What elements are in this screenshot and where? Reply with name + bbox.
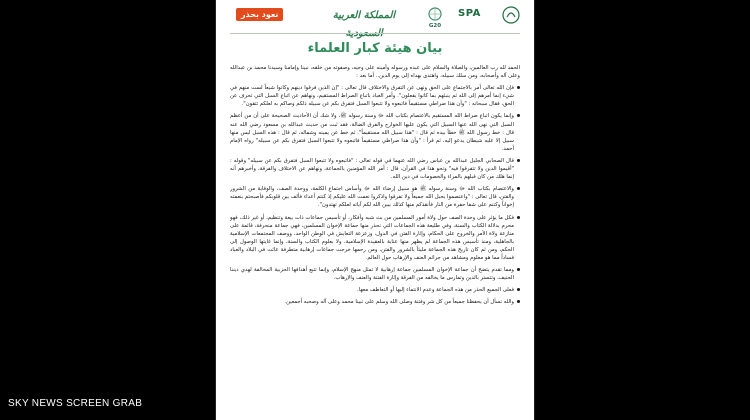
campaign-badge: نعود بحذر bbox=[236, 8, 283, 21]
document-body bbox=[230, 64, 520, 420]
spa-label: SPA bbox=[458, 8, 481, 19]
document-header bbox=[216, 0, 534, 34]
body-paragraph: وإنما يكون اتباع صراط الله المستقيم بالاعتصام بكتاب الله ﷻ وسنة رسوله ﷺ، ولا شك أن الأحاديث الصحيحة على أن من أعظم السبل التي نهى الله عنها السبيل التي يكون عليها الخوارج والفرق الضالة، فقد ثبت من حديث عبدالله بن مسعود رضي الله عنه قال : خط رسول الله ﷺ خطاً بيده ثم قال : "هذا سبيل الله مستقيماً". ثم خط عن يمينه وشماله، ثم قال : هذه السبل ليس منها سبيل إلا عليه شيطان يدعو إليه، ثم قرأ : "وأن هذا صراطي مستقيماً فاتبعوه ولا تتبعوا السبل فتفرق بكم عن سبيله" رواه الإمام أحمد. bbox=[230, 112, 520, 152]
intro-paragraph: الحمد لله رب العالمين، والصلاة والسلام على عبده ورسوله وأمينه على وحيه، وصفوته من خلقه، نبينا وإمامنا وسيدنا محمد بن عبدالله وعلى آله وأصحابه، ومن سلك سبيله، واهتدى بهداه إلى يوم الدين.. أما بعد : bbox=[230, 65, 520, 80]
source-watermark: SKY NEWS SCREEN GRAB bbox=[8, 398, 143, 409]
closing-paragraph: والله نسأل أن يحفظنا جميعاً من كل شر وفتنة وصلى الله وسلم على نبينا محمد وعلى آله وصحبه أجمعين. bbox=[230, 298, 520, 306]
spa-logo bbox=[458, 6, 522, 28]
document-title: بيان هيئة كبار العلماء bbox=[307, 41, 443, 56]
body-paragraph: والاعتصام بكتاب الله ﷻ وسنة رسوله ﷺ هو سبيل إرضاء الله ﷻ وأساس اجتماع الكلمة، ووحدة الصف، والوقاية من الشرور والفتن، قال تعالى : "واعتصموا بحبل الله جميعاً ولا تفرقوا واذكروا نعمت الله عليكم إذ كنتم أعداء فألف بين قلوبكم فأصبحتم بنعمته إخواناً وكنتم على شفا حفرة من النار فأنقذكم منها كذلك يبين الله لكم آياته لعلكم تهتدون". bbox=[230, 185, 520, 209]
body-paragraph: ومما تقدم يتضح أن جماعة الإخوان المسلمين جماعة إرهابية لا تمثل منهج الإسلام، وإنما تتبع أهدافها الحزبية المخالفة لهدي ديننا الحنيف، وتتستر بالدين وتمارس ما يخالفه من الفرقة وإثارة الفتنة والعنف والإرهاب. bbox=[230, 266, 520, 282]
g20-label: G20 bbox=[428, 23, 442, 28]
body-paragraph: قال الصحابي الجليل عبدالله بن عباس رضي الله عنهما في قوله تعالى : "فاتبعوه ولا تتبعوا السبل فتفرق بكم عن سبيله" وقوله : "أقيموا الدين ولا تتفرقوا فيه" ونحو هذا في القرآن، قال : أمر الله المؤمنين بالجماعة، ونهاهم عن الاختلاف والفرقة، وأخبرهم أنه إنما هلك من كان قبلهم بالمراء والخصومات في دين الله. bbox=[230, 157, 520, 181]
body-paragraph: فإن الله تعالى أمر بالاجتماع على الحق ونهى عن التفرق والاختلاف قال تعالى : "إن الذين فرقوا دينهم وكانوا شيعاً لست منهم في شيء إنما أمرهم إلى الله ثم ينبئهم بما كانوا يفعلون". وأمر العباد باتباع الصراط المستقيم، ونهاهم عن اتباع السبل التي تحرف عن الحق، فقال سبحانه : "وأن هذا صراطي مستقيماً فاتبعوه ولا تتبعوا السبل فتفرق بكم عن سبيله ذلكم وصاكم به لعلكم تتقون". bbox=[230, 84, 520, 108]
body-paragraph: فعلى الجميع الحذر من هذه الجماعة وعدم الانتماء إليها أو التعاطف معها. bbox=[230, 286, 520, 294]
kingdom-calligraphy-logo: المملكة العربية bbox=[332, 10, 396, 21]
header-divider bbox=[230, 33, 520, 34]
statement-document bbox=[216, 0, 534, 420]
g20-logo-icon bbox=[424, 6, 446, 28]
body-paragraph: فكل ما يؤثر على وحدة الصف حول ولاة أمور المسلمين من بث شبه وأفكار، أو تأسيس جماعات ذات بيعة وتنظيم، أو غير ذلك، فهو محرم بدلالة الكتاب والسنة، وفي طليعة هذه الجماعات التي نحذر منها جماعة الإخوان المسلمين، فهي جماعة منحرفة، قائمة على منازعة ولاة الأمر والخروج على الحكام، وإثارة الفتن في الدول، وزعزعة التعايش في الوطن الواحد، ووصف المجتمعات الإسلامية بالجاهلية، ومنذ تأسيس هذه الجماعة لم يظهر منها عناية بالعقيدة الإسلامية، ولا بعلوم الكتاب والسنة، وإنما غايتها الوصول إلى الحكم، ومن ثم كان تاريخ هذه الجماعة مليئاً بالشرور والفتن، ومن رحمها خرجت جماعات إرهابية متطرفة عاثت في البلاد والعباد فساداً مما هو معلوم ومشاهد من جرائم العنف والإرهاب حول العالم. bbox=[230, 214, 520, 263]
spa-emblem-icon bbox=[502, 6, 520, 24]
